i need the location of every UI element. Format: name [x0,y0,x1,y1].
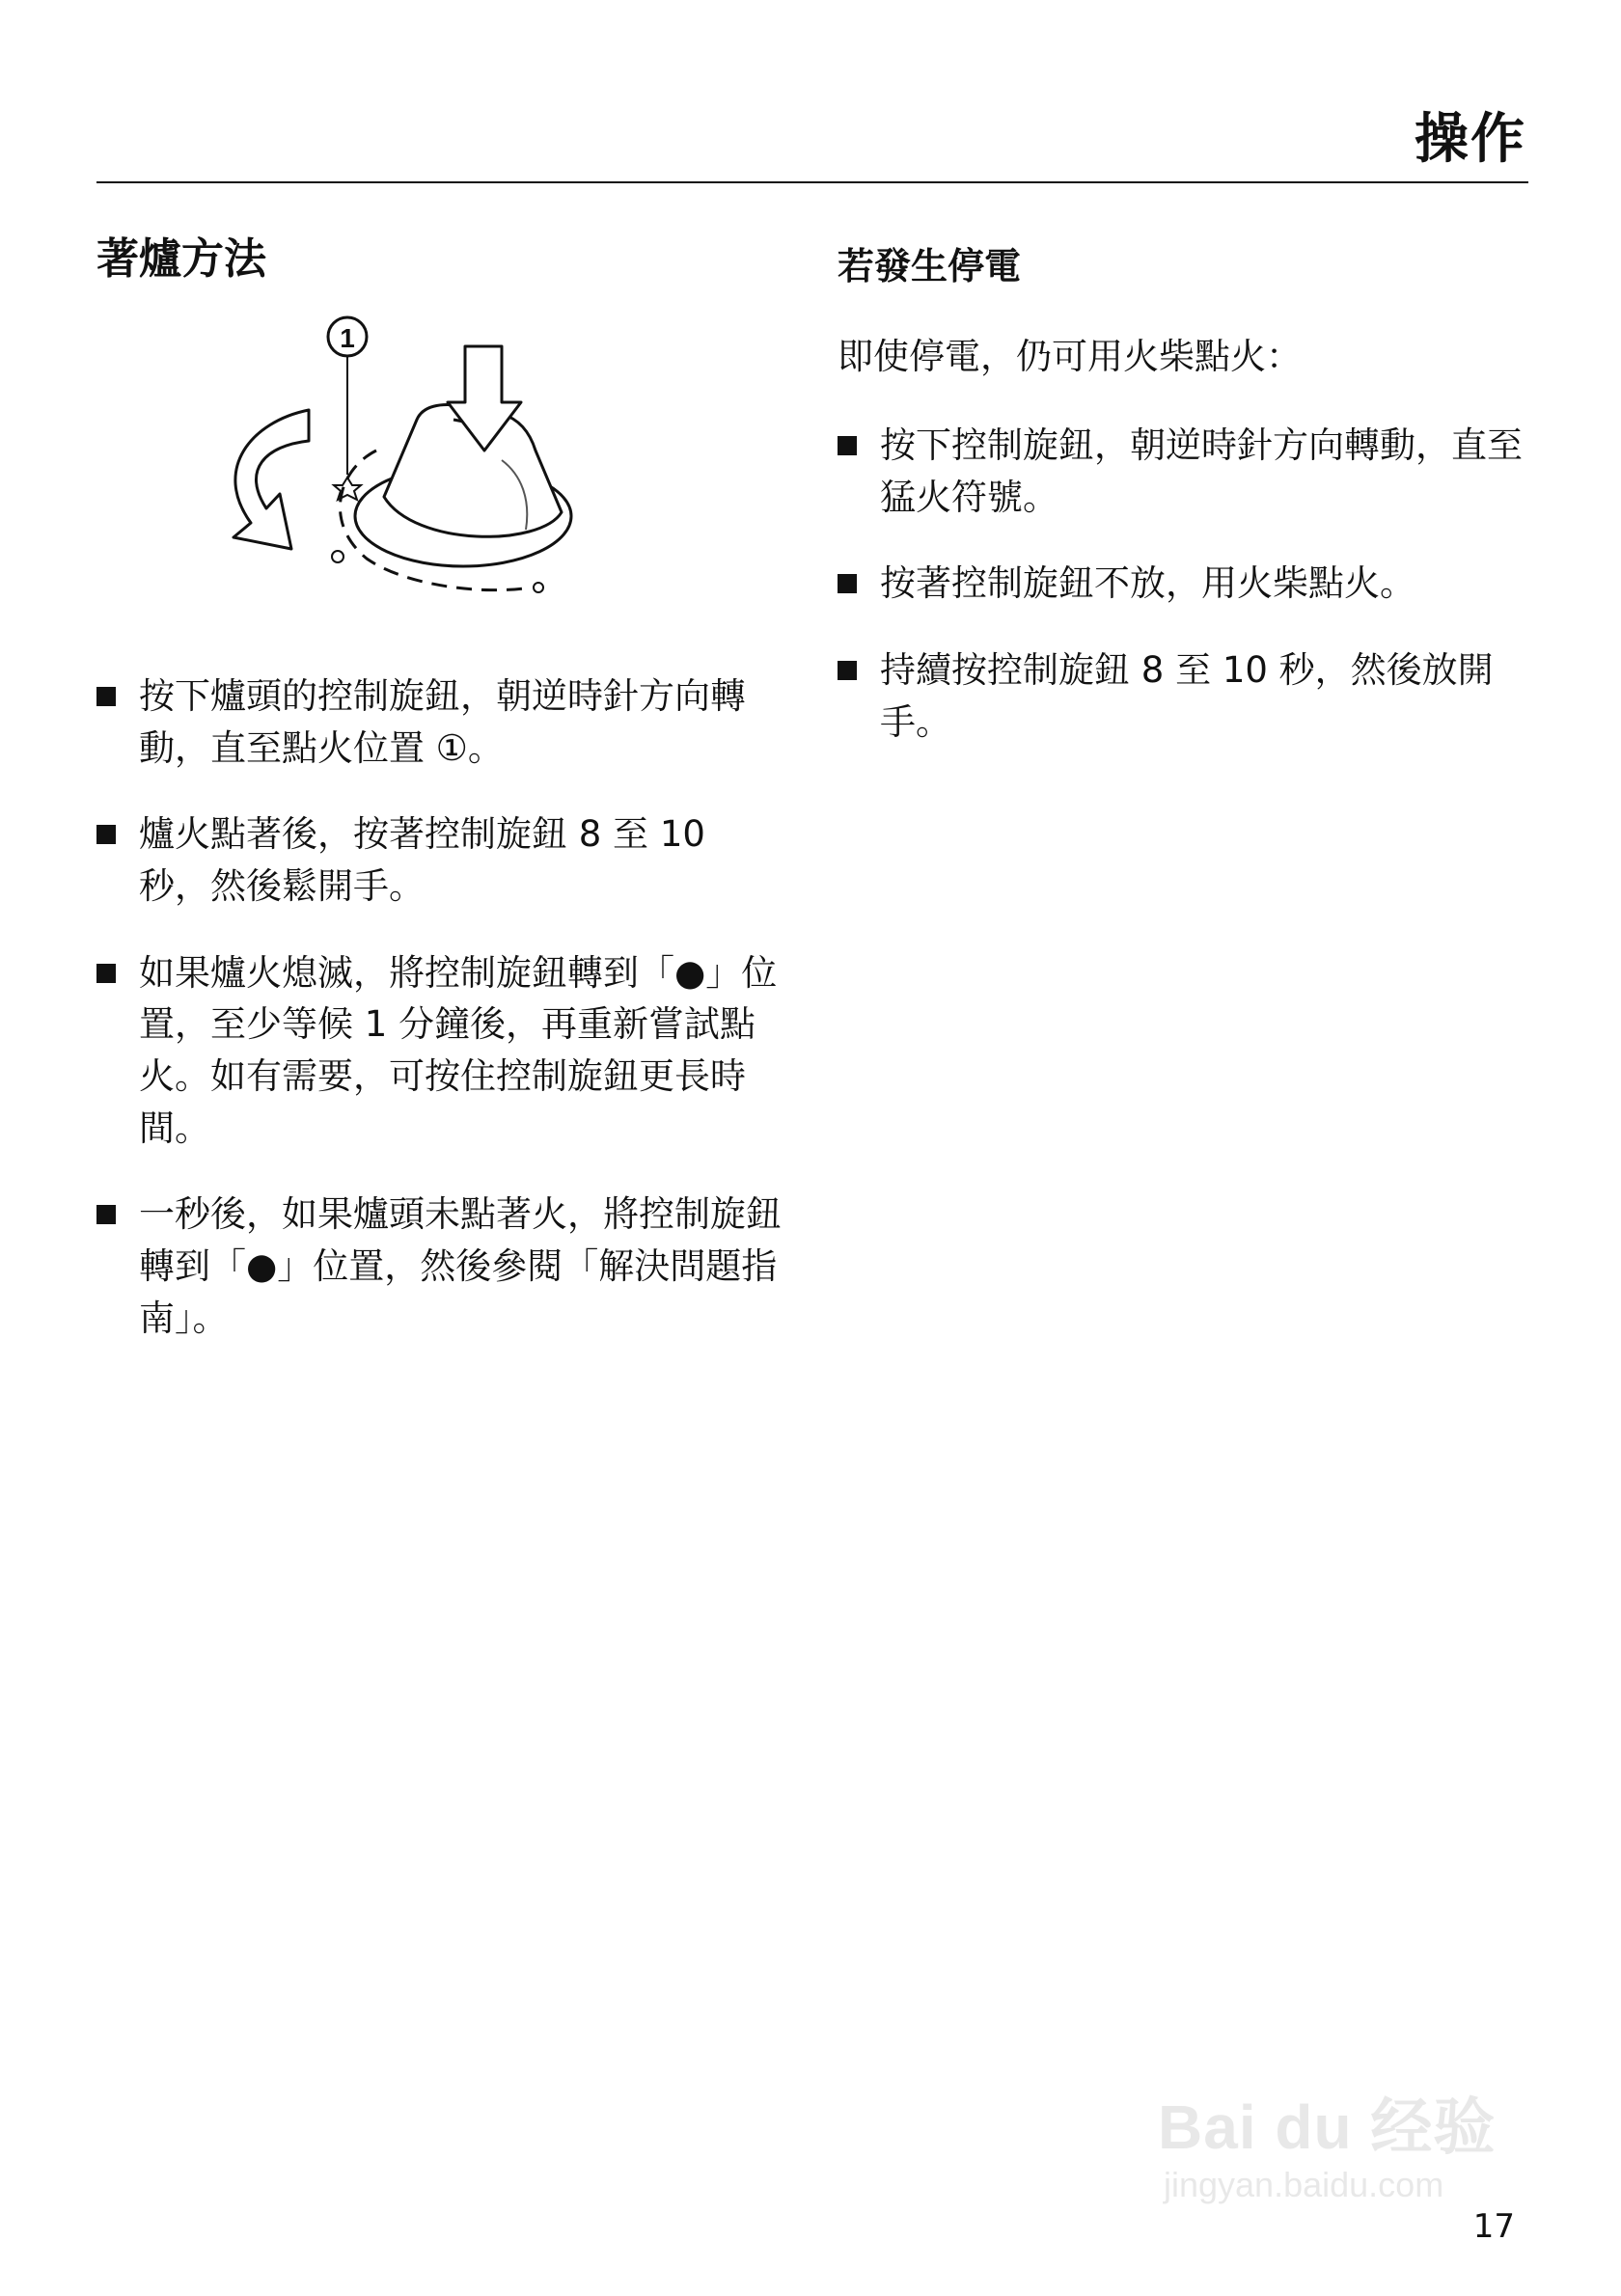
page-number: 17 [1472,2207,1515,2246]
page-section-title: 操作 [1415,108,1526,171]
lighting-steps-list [96,670,782,1344]
knob-diagram [212,306,618,624]
header-divider [96,181,1528,183]
power-outage-steps-list [838,420,1532,748]
watermark-brand: Bai du 经验 [1158,2092,1497,2162]
square-bullet-icon [838,574,857,593]
power-outage-heading: 若發生停電 [838,245,1022,287]
callout-number: 1 [340,323,355,354]
square-bullet-icon [96,964,116,983]
list-item [838,420,1532,523]
list-item-text: 爐火點著後，按著控制旋鈕 8 至 10 秒，然後鬆開手。 [139,813,705,908]
square-bullet-icon [96,825,116,844]
power-outage-intro: 即使停電，仍可用火柴點火： [838,336,1302,378]
knob-illustration [212,306,618,624]
square-bullet-icon [838,436,857,455]
square-bullet-icon [96,687,116,706]
lighting-method-heading: 著爐方法 [96,234,266,284]
list-item [838,644,1532,748]
ignition-star-icon [334,478,361,500]
list-item [96,947,782,1155]
list-item-text: 按下爐頭的控制旋鈕，朝逆時針方向轉動，直至點火位置 ①。 [139,675,746,769]
square-bullet-icon [838,661,857,680]
list-item-text: 一秒後，如果爐頭未點著火，將控制旋鈕轉到「●」位置，然後參閱「解決問題指南」。 [139,1193,782,1339]
flame-symbol-large-icon [332,551,343,562]
list-item [96,670,782,774]
square-bullet-icon [96,1205,116,1224]
watermark-url: jingyan.baidu.com [1164,2165,1444,2204]
power-outage-section [838,243,1532,782]
list-item-text: 如果爐火熄滅，將控制旋鈕轉到「●」位置，至少等候 1 分鐘後，再重新嘗試點火。如有需要，可按住控制旋鈕更長時間。 [139,951,778,1149]
list-item-text: 按著控制旋鈕不放，用火柴點火。 [880,562,1415,605]
lighting-method-section [96,232,782,1379]
baidu-watermark [1158,2064,1544,2219]
list-item [96,808,782,912]
rotate-counterclockwise-arrow-icon [234,410,309,549]
list-item [96,1189,782,1344]
flame-symbol-small-icon [534,583,543,592]
list-item-text: 持續按控制旋鈕 8 至 10 秒，然後放開手。 [880,648,1494,743]
list-item-text: 按下控制旋鈕，朝逆時針方向轉動，直至猛火符號。 [880,424,1523,518]
list-item [838,558,1532,610]
